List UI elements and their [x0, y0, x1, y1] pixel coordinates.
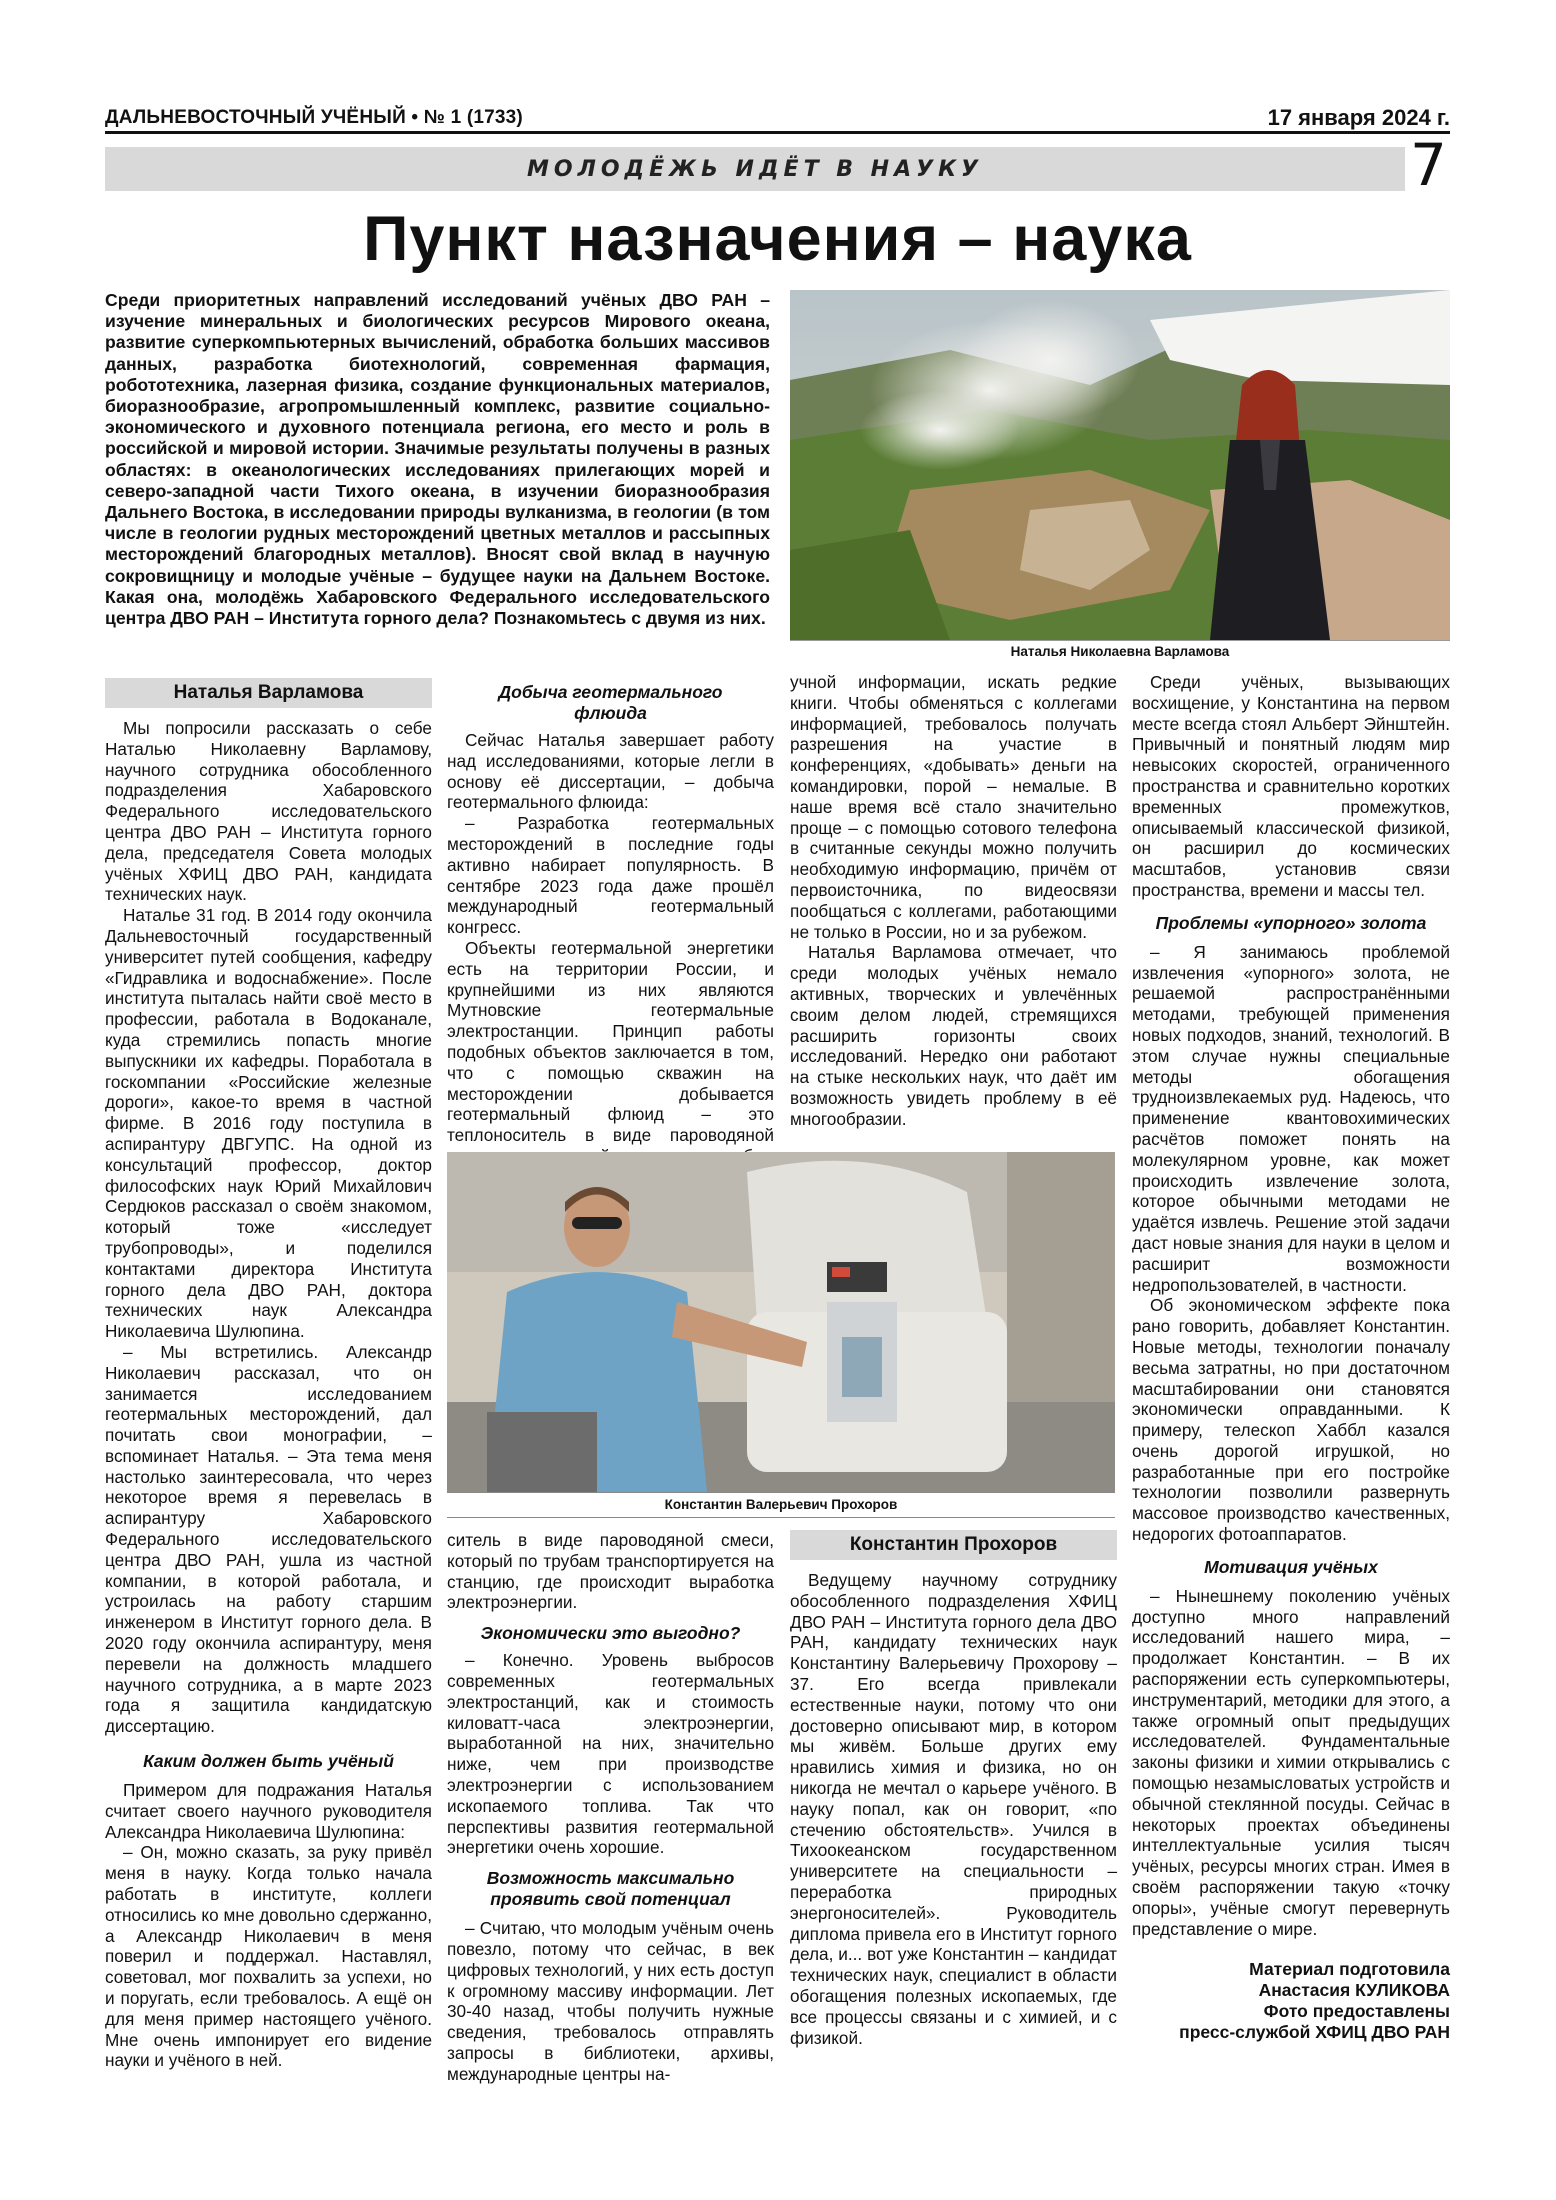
- column-4: [1132, 672, 1450, 2043]
- credit-line: пресс-службой ХФИЦ ДВО РАН: [1179, 2022, 1450, 2043]
- rubric-title: МОЛОДЁЖЬ ИДЁТ В НАУКУ: [526, 156, 984, 182]
- paragraph: – Конечно. Уровень выбросов современных геотермальных электростанций, как и стоимость киловатт-часа электроэнергии, выработанной на них, значительно ниже, чем при производстве электроэнергии с использованием ископаемого топлива. Так что перспективы развития геотермальной энергетики очень хорошие.: [447, 1650, 774, 1858]
- paragraph: Мы попросили рассказать о себе Наталью Николаевну Варламову, научного сотрудника обособленного подразделения Хабаровского Федерального исследовательского центра ДВО РАН – Института горного дела, председателя Совета молодых учёных ХФИЦ ДВО РАН, кандидата технических наук.: [105, 718, 432, 905]
- section-rubric: [105, 147, 1405, 191]
- name-bar-varlamova: Наталья Варламова: [105, 678, 432, 708]
- paragraph: – Разработка геотермальных месторождений в последние годы активно набирает популярность. В сентябре 2023 года даже прошёл международный геотермальный конгресс.: [447, 813, 774, 938]
- credit-author: Анастасия КУЛИКОВА: [1258, 1980, 1450, 2001]
- caption-strip-middle: [447, 1492, 1115, 1518]
- column-1: [105, 678, 432, 2071]
- credit-line: Фото предоставлены: [1263, 2001, 1450, 2022]
- paragraph: учной информации, искать редкие книги. Чтобы обменяться с коллегами информацией, требовалось получать разрешения на участие в конференциях, «добывать» деньги на командировки, порой – немалые. В наше время всё стало значительно проще – с помощью сотового телефона в считанные секунды можно получить необходимую информацию, причём от первоисточника, по видеосвязи пообщаться с коллегами, работающими не только в России, но и за рубежом.: [790, 672, 1117, 942]
- subheading: Добыча геотермального флюида: [498, 682, 723, 723]
- paragraph: – Я занимаюсь проблемой извлечения «упорного» золота, не решаемой распространёнными методами, требующей применения новых подходов, знаний, технологий. В этом случае нужны специальные методы обогащения трудноизвлекаемых руд. Надеюсь, что применение квантовохимических расчётов поможет понять на молекулярном уровне, как может происходить извлечение золота, которое обычными методами не удаётся извлечь. Решение этой задачи даст новые знания для науки в целом и расширит возможности недропользователей, в частности.: [1132, 941, 1450, 1295]
- paragraph: – Мы встретились. Александр Николаевич рассказал, что он занимается исследованием геотермальных месторождений, дал почитать свои монографии, – вспоминает Наталья. – Эта тема меня настолько заинтересовала, что через некоторое время я перевелась в аспирантуру Хабаровского Федерального исследовательского центра ДВО РАН, ушла из частной компании, в которой работала, и устроилась на работу старшим инженером в Институт горного дела. В 2020 году окончила аспирантуру, меня перевели на должность младшего научного сотрудника, а в марте 2023 года я защитила кандидатскую диссертацию.: [105, 1341, 432, 1737]
- column-2-upper: [447, 682, 774, 1146]
- geothermal-landscape-image: [790, 290, 1450, 640]
- masthead: [105, 107, 1450, 134]
- caption-strip-top: [790, 640, 1450, 663]
- paragraph: Среди учёных, вызывающих восхищение, у Константина на первом месте всегда стоял Альберт Эйнштейн. Привычный и понятный людям мир невысоких скоростей, ограниченного пространства и сравнительно коротких временных промежутков, описываемый классической физикой, он расширил до космических масштабов, установив связи пространства, времени и массы тел.: [1132, 672, 1450, 900]
- column-3-upper: [790, 672, 1117, 1130]
- credit-line: Материал подготовила: [1249, 1959, 1450, 1980]
- newspaper-name: ДАЛЬНЕВОСТОЧНЫЙ УЧЁНЫЙ • № 1 (1733): [105, 107, 523, 128]
- paragraph: Примером для подражания Наталья считает своего научного руководителя Александра Николаевича Шулюпина:: [105, 1780, 432, 1842]
- paragraph: Сейчас Наталья завершает работу над исследованиями, которые легли в основу её диссертации, – добыча геотермального флюида:: [447, 730, 774, 813]
- lab-equipment-image: [447, 1152, 1115, 1492]
- paragraph: – Считаю, что молодым учёным очень повезло, потому что сейчас, в век цифровых технологий, у них есть доступ к огромному массиву информации. Лет 30-40 назад, чтобы получить нужные сведения, требовалось отправлять запросы в библиотеки, архивы, международные центры на-: [447, 1918, 774, 2084]
- name-bar-prokhorov: Константин Прохоров: [790, 1530, 1117, 1560]
- column-2-lower: [447, 1530, 774, 2085]
- paragraph: Наталья Варламова отмечает, что среди молодых учёных немало активных, творческих и увлечённых своим делом людей, стремящихся расширить горизонты своих исследований. Нередко они работают на стыке нескольких наук, что даёт им возможность увидеть проблему в её многообразии.: [790, 942, 1117, 1129]
- column-3-lower: [790, 1530, 1117, 2048]
- paragraph: ситель в виде пароводяной смеси, который по трубам транспортируется на станцию, где происходит выработка электроэнергии.: [447, 1530, 774, 1613]
- article-headline: Пункт назначения – наука: [363, 204, 1192, 274]
- subheading: Мотивация учёных: [1204, 1556, 1378, 1577]
- paragraph: – Он, можно сказать, за руку привёл меня в науку. Когда только начала работать в институте, коллеги относились ко мне довольно сдержанно, а Александр Николаевич в меня поверил и поддержал. Наставлял, советовал, мог похвалить за успехи, но и поругать, если требовалось. А ещё он для меня пример настоящего учёного. Мне очень импонирует его видение науки и учёного в ней.: [105, 1842, 432, 2071]
- photo-varlamova: [790, 290, 1450, 640]
- issue-date: 17 января 2024 г.: [1267, 105, 1450, 130]
- article-lead: [105, 290, 770, 629]
- paragraph: Объекты геотермальной энергетики есть на территории России, и крупнейшими из них являются Мутновские геотермальные электростанции. Принцип работы подобных объектов заключается в том, что с помощью скважин на месторождении добывается геотермальный флюид – это теплоноситель в виде пароводяной: [447, 937, 774, 1146]
- subheading: Каким должен быть учёный: [143, 1751, 394, 1772]
- subheading: Возможность максимально проявить свой потенциал: [486, 1868, 735, 1910]
- lead-paragraph: Среди приоритетных направлений исследований учёных ДВО РАН – изучение минеральных и биологических ресурсов Мирового океана, развитие суперкомпьютерных вычислений, обработка больших массивов данных, разработка биотехнологий, современная фармация, робототехника, лазерная физика, создание функциональных материалов, биоразнообразие, агропромышленный комплекс, развитие социально-экономического и духовного потенциала региона, его место и роль в российской и мировой истории. Значимые результаты получены в разных областях: в океанологических исследованиях прилегающих морей и северо-западной части Тихого океана, в изучении биоразнообразия Дальнего Востока, в исследовании природы вулканизма, в геологии (в том числе в геологии рудных месторождений цветных металлов и рассыпных месторождений благородных металлов). Вносят свой вклад в научную сокровищницу и молодые учёные – будущее науки на Дальнем Востоке. Какая она, молодёжь Хабаровского Федерального исследовательского центра ДВО РАН – Института горного дела? Познакомьтесь с двумя из них.: [105, 290, 770, 629]
- paragraph: – Нынешнему поколению учёных доступно много направлений исследований нашего мира, – продолжает Константин. – В их распоряжении есть суперкомпьютеры, инструментарий, методики для этого, а также огромный опыт предыдущих исследователей. Фундаментальные законы физики и химии открывались с помощью незамысловатых устройств и обычной стеклянной посуды. Сейчас в некоторых проектах объединены интеллектуальные усилия тысяч учёных, ресурсы многих стран. Имея в своём распоряжении такую «точку опоры», учёные смогут перевернуть представление о мире.: [1132, 1585, 1450, 1939]
- page-number: 7: [1410, 131, 1447, 199]
- photo-caption-prokhorov: Константин Валерьевич Прохоров: [664, 1497, 898, 1512]
- photo-prokhorov: [447, 1152, 1115, 1492]
- photo-caption-varlamova: Наталья Николаевна Варламова: [1010, 644, 1230, 659]
- paragraph: Ведущему научному сотруднику обособленного подразделения ХФИЦ ДВО РАН – Института горного дела ДВО РАН, кандидату технических наук Константину Валерьевичу Прохорову – 37. Его всегда привлекали естественные науки, потому что они достоверно описывают мир, в котором мы живём. Больше других ему нравились химия и физика, но он никогда не мечтал о карьере учёного. В науку попал, как он говорит, «по стечению обстоятельств». Учился в Тихоокеанском государственном университете на специальности – переработка природных энергоносителей». Руководитель диплома привела его в Институт горного дела, и... вот уже Константин – кандидат технических наук, специалист в области обогащения полезных ископаемых, где все процессы связаны и с химией, и с физикой.: [790, 1570, 1117, 2048]
- paragraph: Наталье 31 год. В 2014 году окончила Дальневосточный государственный университет путей сообщения, кафедру «Гидравлика и водоснабжение». После института пыталась найти своё место в профессии, работала в Водоканале, куда стремились попасть многие выпускники их кафедры. Поработала в госкомпании «Российские железные дороги», какое-то время в частной фирме. В 2016 году поступила в аспирантуру ДВГУПС. На одной из консультаций профессор, доктор философских наук Юрий Михайлович Сердюков рассказал о своём знакомом, который тоже «исследует трубопроводы», и поделился контактами директора Института горного дела ДВО РАН, доктора технических наук Александра Николаевича Шулюпина.: [105, 905, 432, 1342]
- subheading: Проблемы «упорного» золота: [1155, 912, 1427, 933]
- subheading: Экономически это выгодно?: [480, 1623, 741, 1644]
- paragraph: Об экономическом эффекте пока рано говорить, добавляет Константин. Новые методы, технологии поначалу весьма затратны, но при достаточном масштабировании они становятся экономически оправданными. К примеру, телескоп Хаббл казался очень дорогой игрушкой, но разработанные при его постройке технологии позволили развернуть массовое производство качественных, недорогих фотоаппаратов.: [1132, 1295, 1450, 1545]
- article-credits: [1132, 1959, 1450, 2043]
